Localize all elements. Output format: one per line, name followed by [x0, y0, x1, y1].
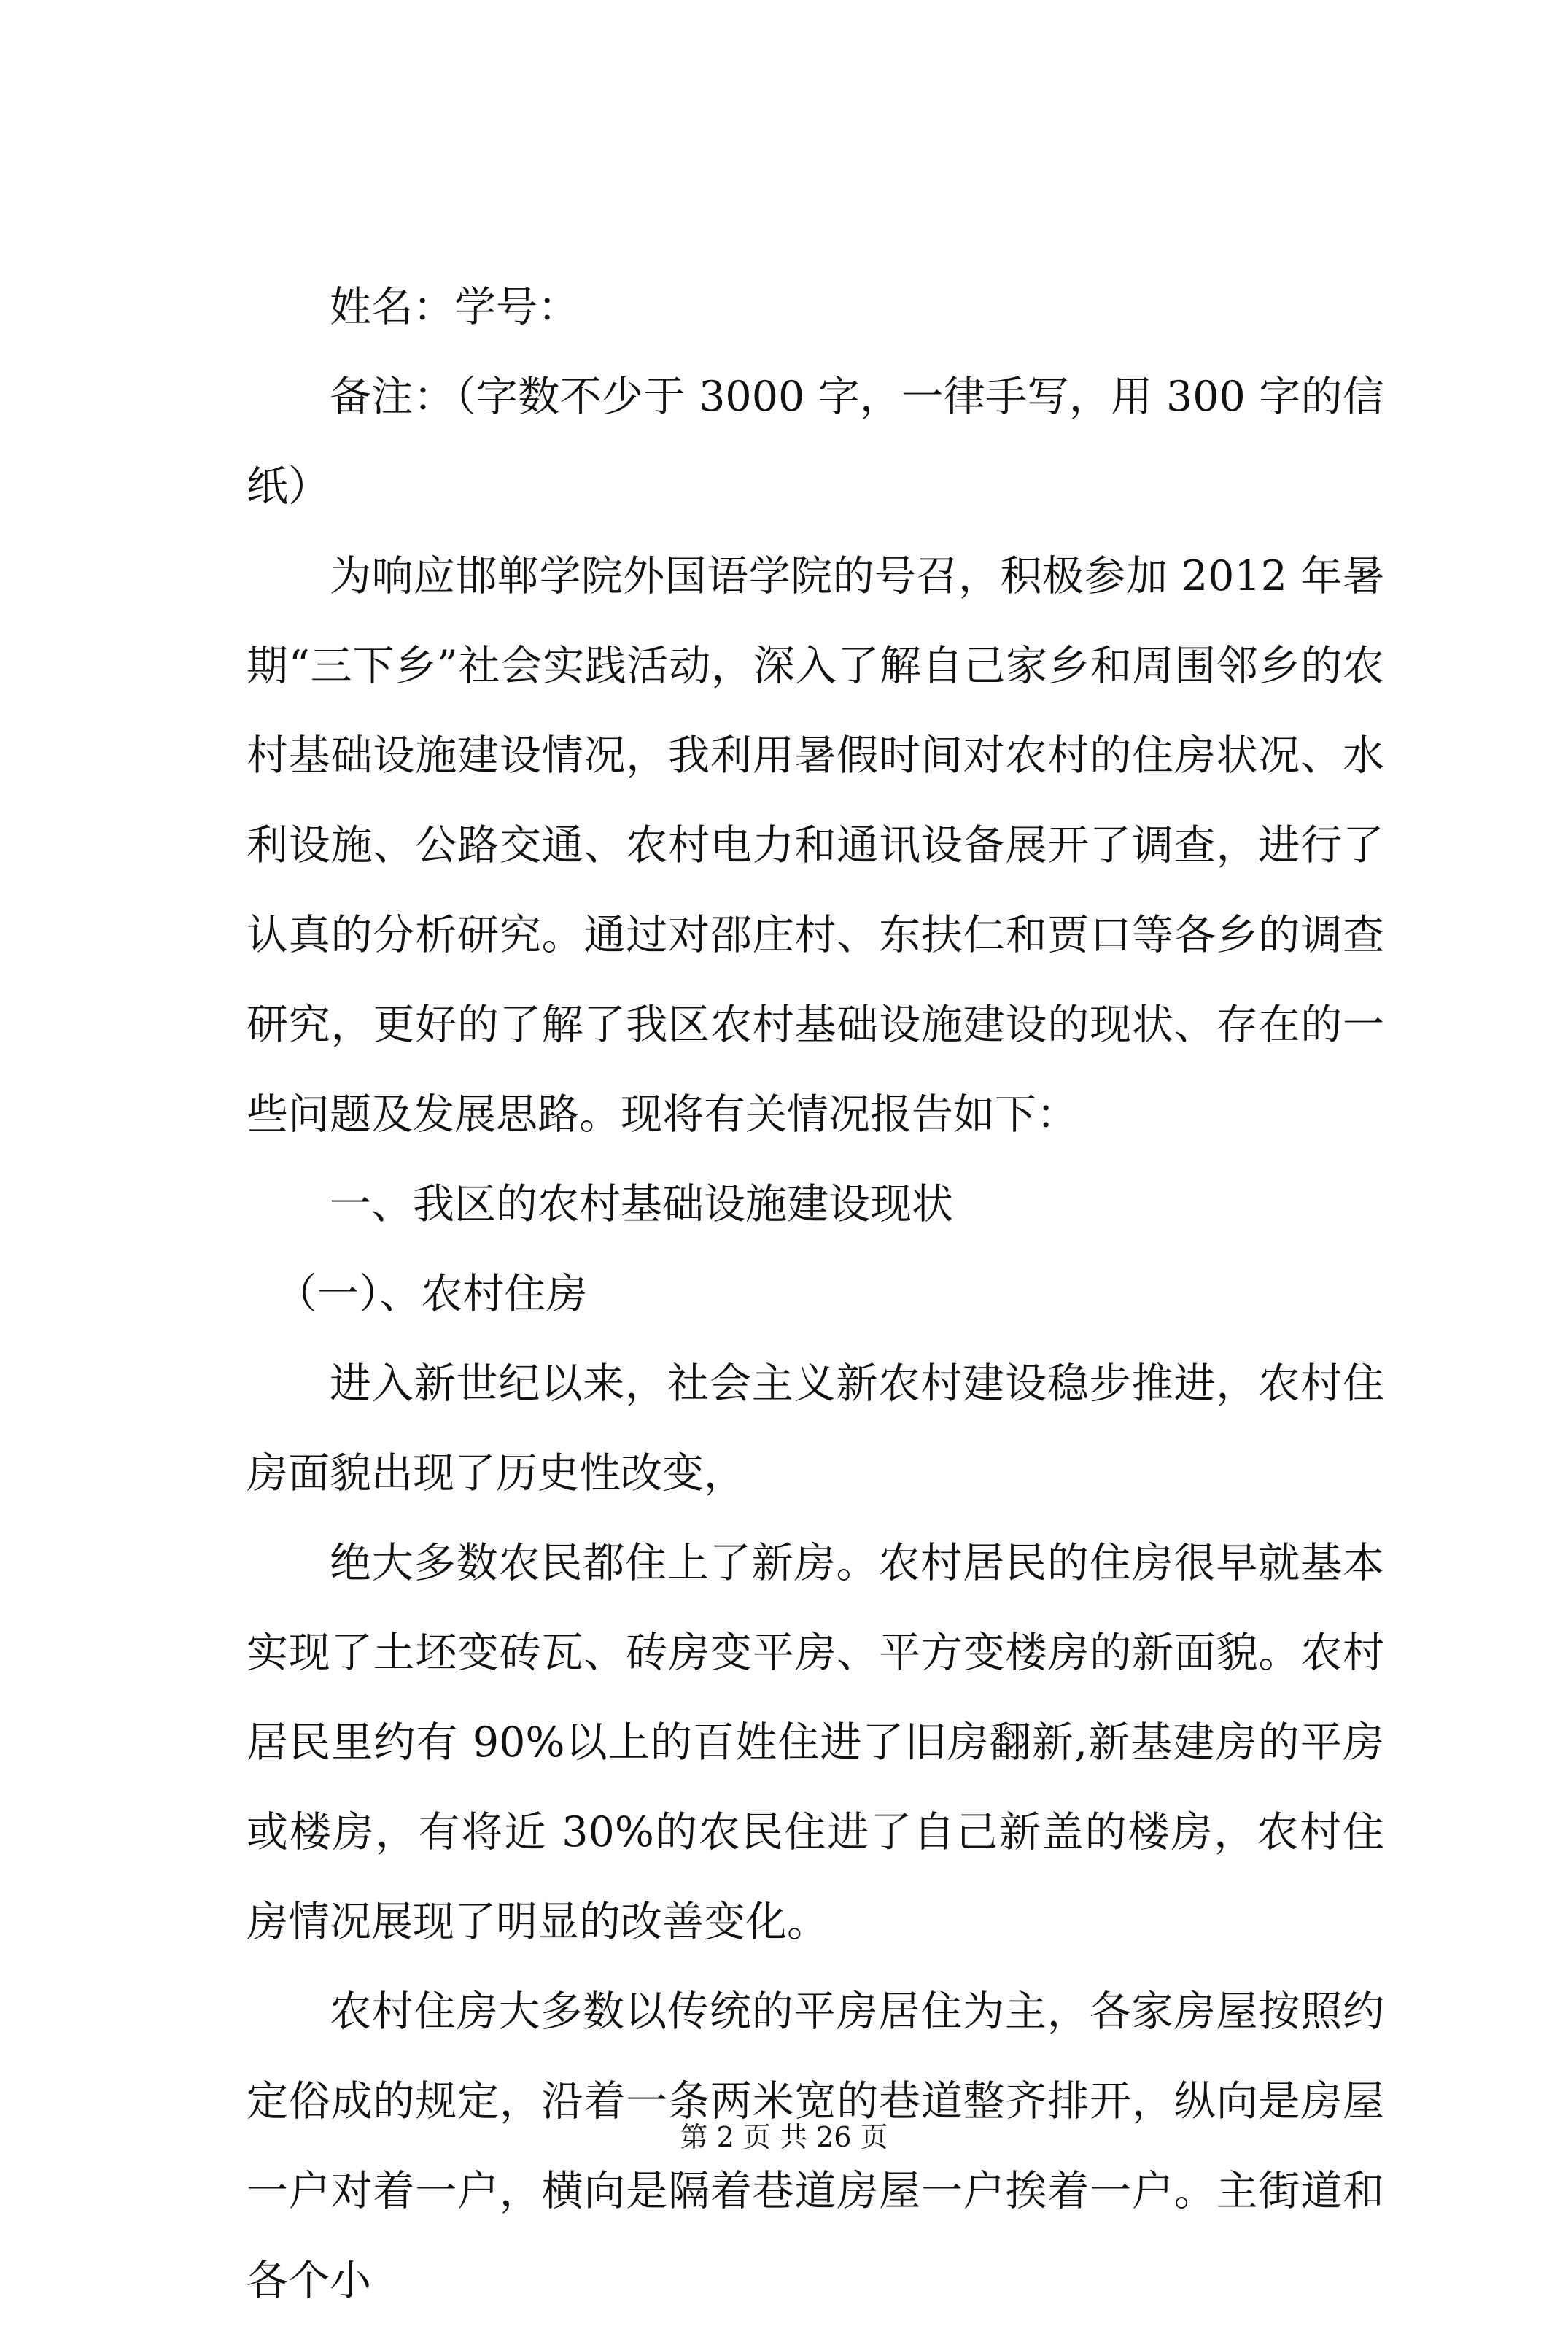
name-line: 姓名：学号： [330, 283, 579, 331]
housing-paragraph-1: 进入新世纪以来，社会主义新农村建设稳步推进，农村住房面貌出现了历史性改变， [247, 1360, 1384, 1497]
housing-paragraph-2: 绝大多数农民都住上了新房。农村居民的住房很早就基本实现了土坯变砖瓦、砖房变平房、平方变楼房的新面貌。农村居民里约有 90%以上的百姓住进了旧房翻新,新基建房的平房或楼房，有将近 30%的农民住进了自己新盖的楼房，农村住房情况展现了明显的改善变化。 [247, 1539, 1384, 1946]
section-heading: 一、我区的农村基础设施建设现状 [330, 1180, 953, 1228]
page-footer: 第 2 页 共 26 页 [680, 2121, 888, 2153]
subsection-heading: （一）、农村住房 [275, 1270, 588, 1318]
housing-paragraph-3: 农村住房大多数以传统的平房居住为主，各家房屋按照约定俗成的规定，沿着一条两米宽的巷道整齐排开，纵向是房屋一户对着一户，横向是隔着巷道房屋一户挨着一户。主街道和各个小 [247, 1988, 1384, 2305]
intro-paragraph: 为响应邯郸学院外国语学院的号召，积极参加 2012 年暑期“三下乡”社会实践活动，深入了解自己家乡和周围邻乡的农村基础设施建设情况，我利用暑假时间对农村的住房状况、水利设施、公路交通、农村电力和通讯设备展开了调查，进行了认真的分析研究。通过对邵庄村、东扶仁和贾口等各乡的调查研究，更好的了解了我区农村基础设施建设的现状、存在的一些问题及发展思路。现将有关情况报告如下： [247, 552, 1384, 1139]
note-line: 备注：（字数不少于 3000 字，一律手写，用 300 字的信纸） [247, 373, 1384, 511]
document-body [247, 263, 1384, 2326]
